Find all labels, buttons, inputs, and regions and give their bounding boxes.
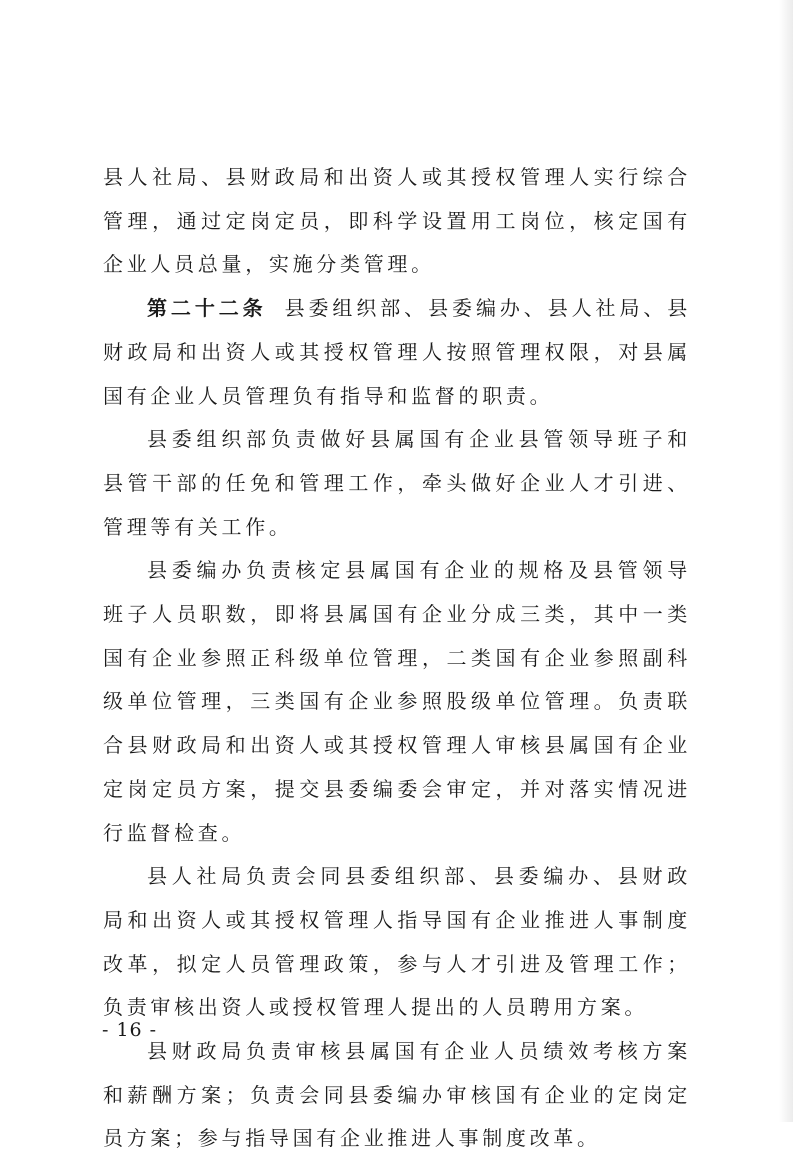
paragraph-2-text: 县委组织部、县委编办、县人社局、县财政局和出资人或其授权管理人按照管理权限，对县属国有企业人员管理负有指导和监督的职责。: [103, 296, 691, 408]
scan-edge-shadow: [779, 0, 793, 1122]
paragraph-3-text: 县委组织部负责做好县属国有企业县管领导班子和县管干部的任免和管理工作，牵头做好企业人才引进、管理等有关工作。: [103, 427, 691, 539]
paragraph-4: [103, 549, 691, 855]
page-number: - 16 -: [102, 1019, 158, 1041]
paragraph-6-text: 县财政局负责审核县属国有企业人员绩效考核方案和薪酬方案；负责会同县委编办审核国有企业的定岗定员方案；参与指导国有企业推进人事制度改革。: [103, 1039, 691, 1151]
paragraph-4-text: 县委编办负责核定县属国有企业的规格及县管领导班子人员职数，即将县属国有企业分成三类，其中一类国有企业参照正科级单位管理，二类国有企业参照副科级单位管理，三类国有企业参照股级单位管理。负责联合县财政局和出资人或其授权管理人审核县属国有企业定岗定员方案，提交县委编委会审定，并对落实情况进行监督检查。: [103, 558, 691, 845]
paragraph-3: [103, 418, 691, 549]
article-heading: 第二十二条: [147, 296, 267, 321]
paragraph-1-text: 县人社局、县财政局和出资人或其授权管理人实行综合管理，通过定岗定员，即科学设置用工岗位，核定国有企业人员总量，实施分类管理。: [103, 165, 691, 277]
document-body: [103, 156, 691, 1161]
paragraph-5-text: 县人社局负责会同县委组织部、县委编办、县财政局和出资人或其授权管理人指导国有企业推进人事制度改革，拟定人员管理政策，参与人才引进及管理工作；负责审核出资人或授权管理人提出的人员聘用方案。: [103, 864, 691, 1020]
paragraph-1: [103, 156, 691, 287]
paragraph-6: [103, 1030, 691, 1161]
paragraph-5: [103, 855, 691, 1030]
paragraph-2-article-22: [103, 287, 691, 418]
